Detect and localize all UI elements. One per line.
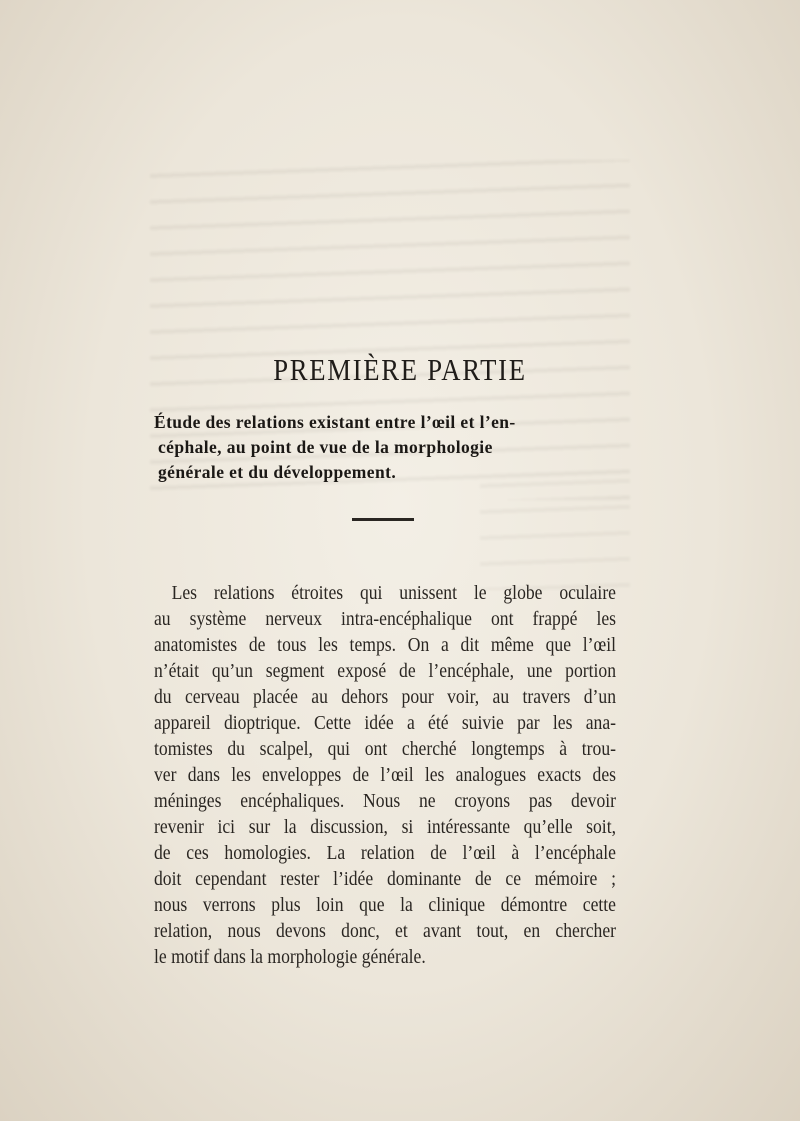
body-line: relation, nous devons donc, et avant tout, en chercher	[154, 920, 616, 942]
subtitle-line: Étude des relations existant entre l’œil et l’en-	[154, 412, 516, 432]
subtitle-line: céphale, au point de vue de la morphologie	[158, 437, 493, 457]
body-line: du cerveau placée au dehors pour voir, au travers d’un	[154, 686, 616, 708]
section-divider	[352, 518, 414, 521]
body-line: le motif dans la morphologie générale.	[154, 946, 426, 968]
body-line: nous verrons plus loin que la clinique démontre cette	[154, 894, 616, 916]
body-line: anatomistes de tous les temps. On a dit même que l’œil	[154, 634, 616, 656]
body-line: au système nerveux intra-encéphalique ont frappé les	[154, 608, 616, 630]
body-line: de ces homologies. La relation de l’œil à l’encéphale	[154, 842, 616, 864]
body-line: doit cependant rester l’idée dominante de ce mémoire ;	[154, 868, 616, 890]
show-through-text	[480, 470, 630, 590]
part-title: PREMIÈRE PARTIE	[273, 352, 527, 387]
body-line: Les relations étroites qui unissent le globe oculaire	[171, 582, 616, 604]
body-line: tomistes du scalpel, qui ont cherché longtemps à trou-	[154, 738, 616, 760]
subtitle-line: générale et du développement.	[158, 462, 397, 482]
body-line: n’était qu’un segment exposé de l’encéphale, une portion	[154, 660, 616, 682]
body-line: ver dans les enveloppes de l’œil les analogues exacts des	[154, 764, 616, 786]
body-line: méninges encéphaliques. Nous ne croyons pas devoir	[154, 790, 616, 812]
body-line: appareil dioptrique. Cette idée a été suivie par les ana-	[154, 712, 616, 734]
body-paragraph	[154, 580, 616, 970]
body-line: revenir ici sur la discussion, si intéressante qu’elle soit,	[154, 816, 616, 838]
part-subtitle	[154, 410, 614, 485]
